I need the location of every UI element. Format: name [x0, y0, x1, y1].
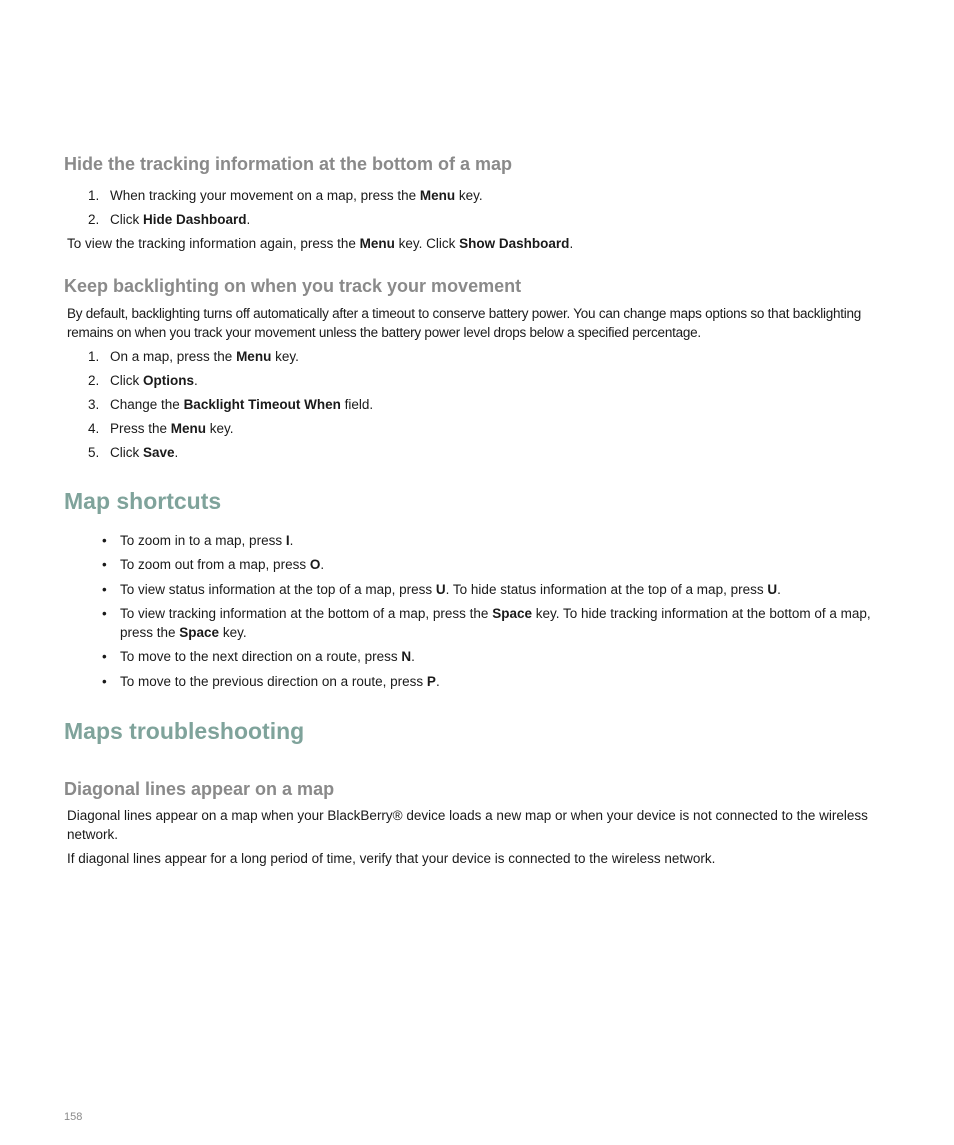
section-note: To view the tracking information again, press the Menu key. Click Show Dashboard.	[67, 236, 574, 251]
bullet-item: • To view status information at the top of a map, press U. To hide status information at the top of a map, press U.	[102, 582, 781, 597]
bullet-item: • To zoom out from a map, press O.	[102, 557, 325, 572]
step-item: 5. Click Save.	[88, 445, 179, 460]
step-item: 1. When tracking your movement on a map, press the Menu key.	[88, 188, 483, 203]
section-heading-backlighting: Keep backlighting on when you track your movement	[64, 276, 522, 296]
section-paragraph: If diagonal lines appear for a long period of time, verify that your device is connected to the wireless network.	[67, 851, 716, 866]
bullet-item: • To move to the previous direction on a route, press P.	[102, 674, 440, 689]
section-heading-hide-tracking: Hide the tracking information at the bottom of a map	[64, 154, 513, 174]
section-title-map-shortcuts: Map shortcuts	[64, 488, 222, 514]
step-item: 2. Click Options.	[88, 373, 198, 388]
step-item: 4. Press the Menu key.	[88, 421, 234, 436]
step-item: 3. Change the Backlight Timeout When field.	[88, 397, 374, 412]
step-item: 1. On a map, press the Menu key.	[88, 349, 299, 364]
bullet-item: • To zoom in to a map, press I.	[102, 533, 294, 548]
section-paragraph: Diagonal lines appear on a map when your BlackBerry® device loads a new map or when your device is not connected to the wireless network.	[67, 808, 868, 842]
section-title-maps-troubleshooting: Maps troubleshooting	[64, 718, 305, 744]
step-item: 2. Click Hide Dashboard.	[88, 212, 251, 227]
page-number: 158	[64, 1111, 83, 1123]
section-heading-diagonal-lines: Diagonal lines appear on a map	[64, 779, 335, 799]
section-intro: By default, backlighting turns off automatically after a timeout to conserve battery power. You can change maps options so that backlighting remains on when you track your movement unless the battery power level drops below a specified percentage.	[67, 306, 861, 340]
bullet-item: • To move to the next direction on a route, press N.	[102, 649, 415, 664]
bullet-item: • To view tracking information at the bottom of a map, press the Space key. To hide tracking information at the bottom of a map, press the Space key.	[102, 606, 871, 640]
